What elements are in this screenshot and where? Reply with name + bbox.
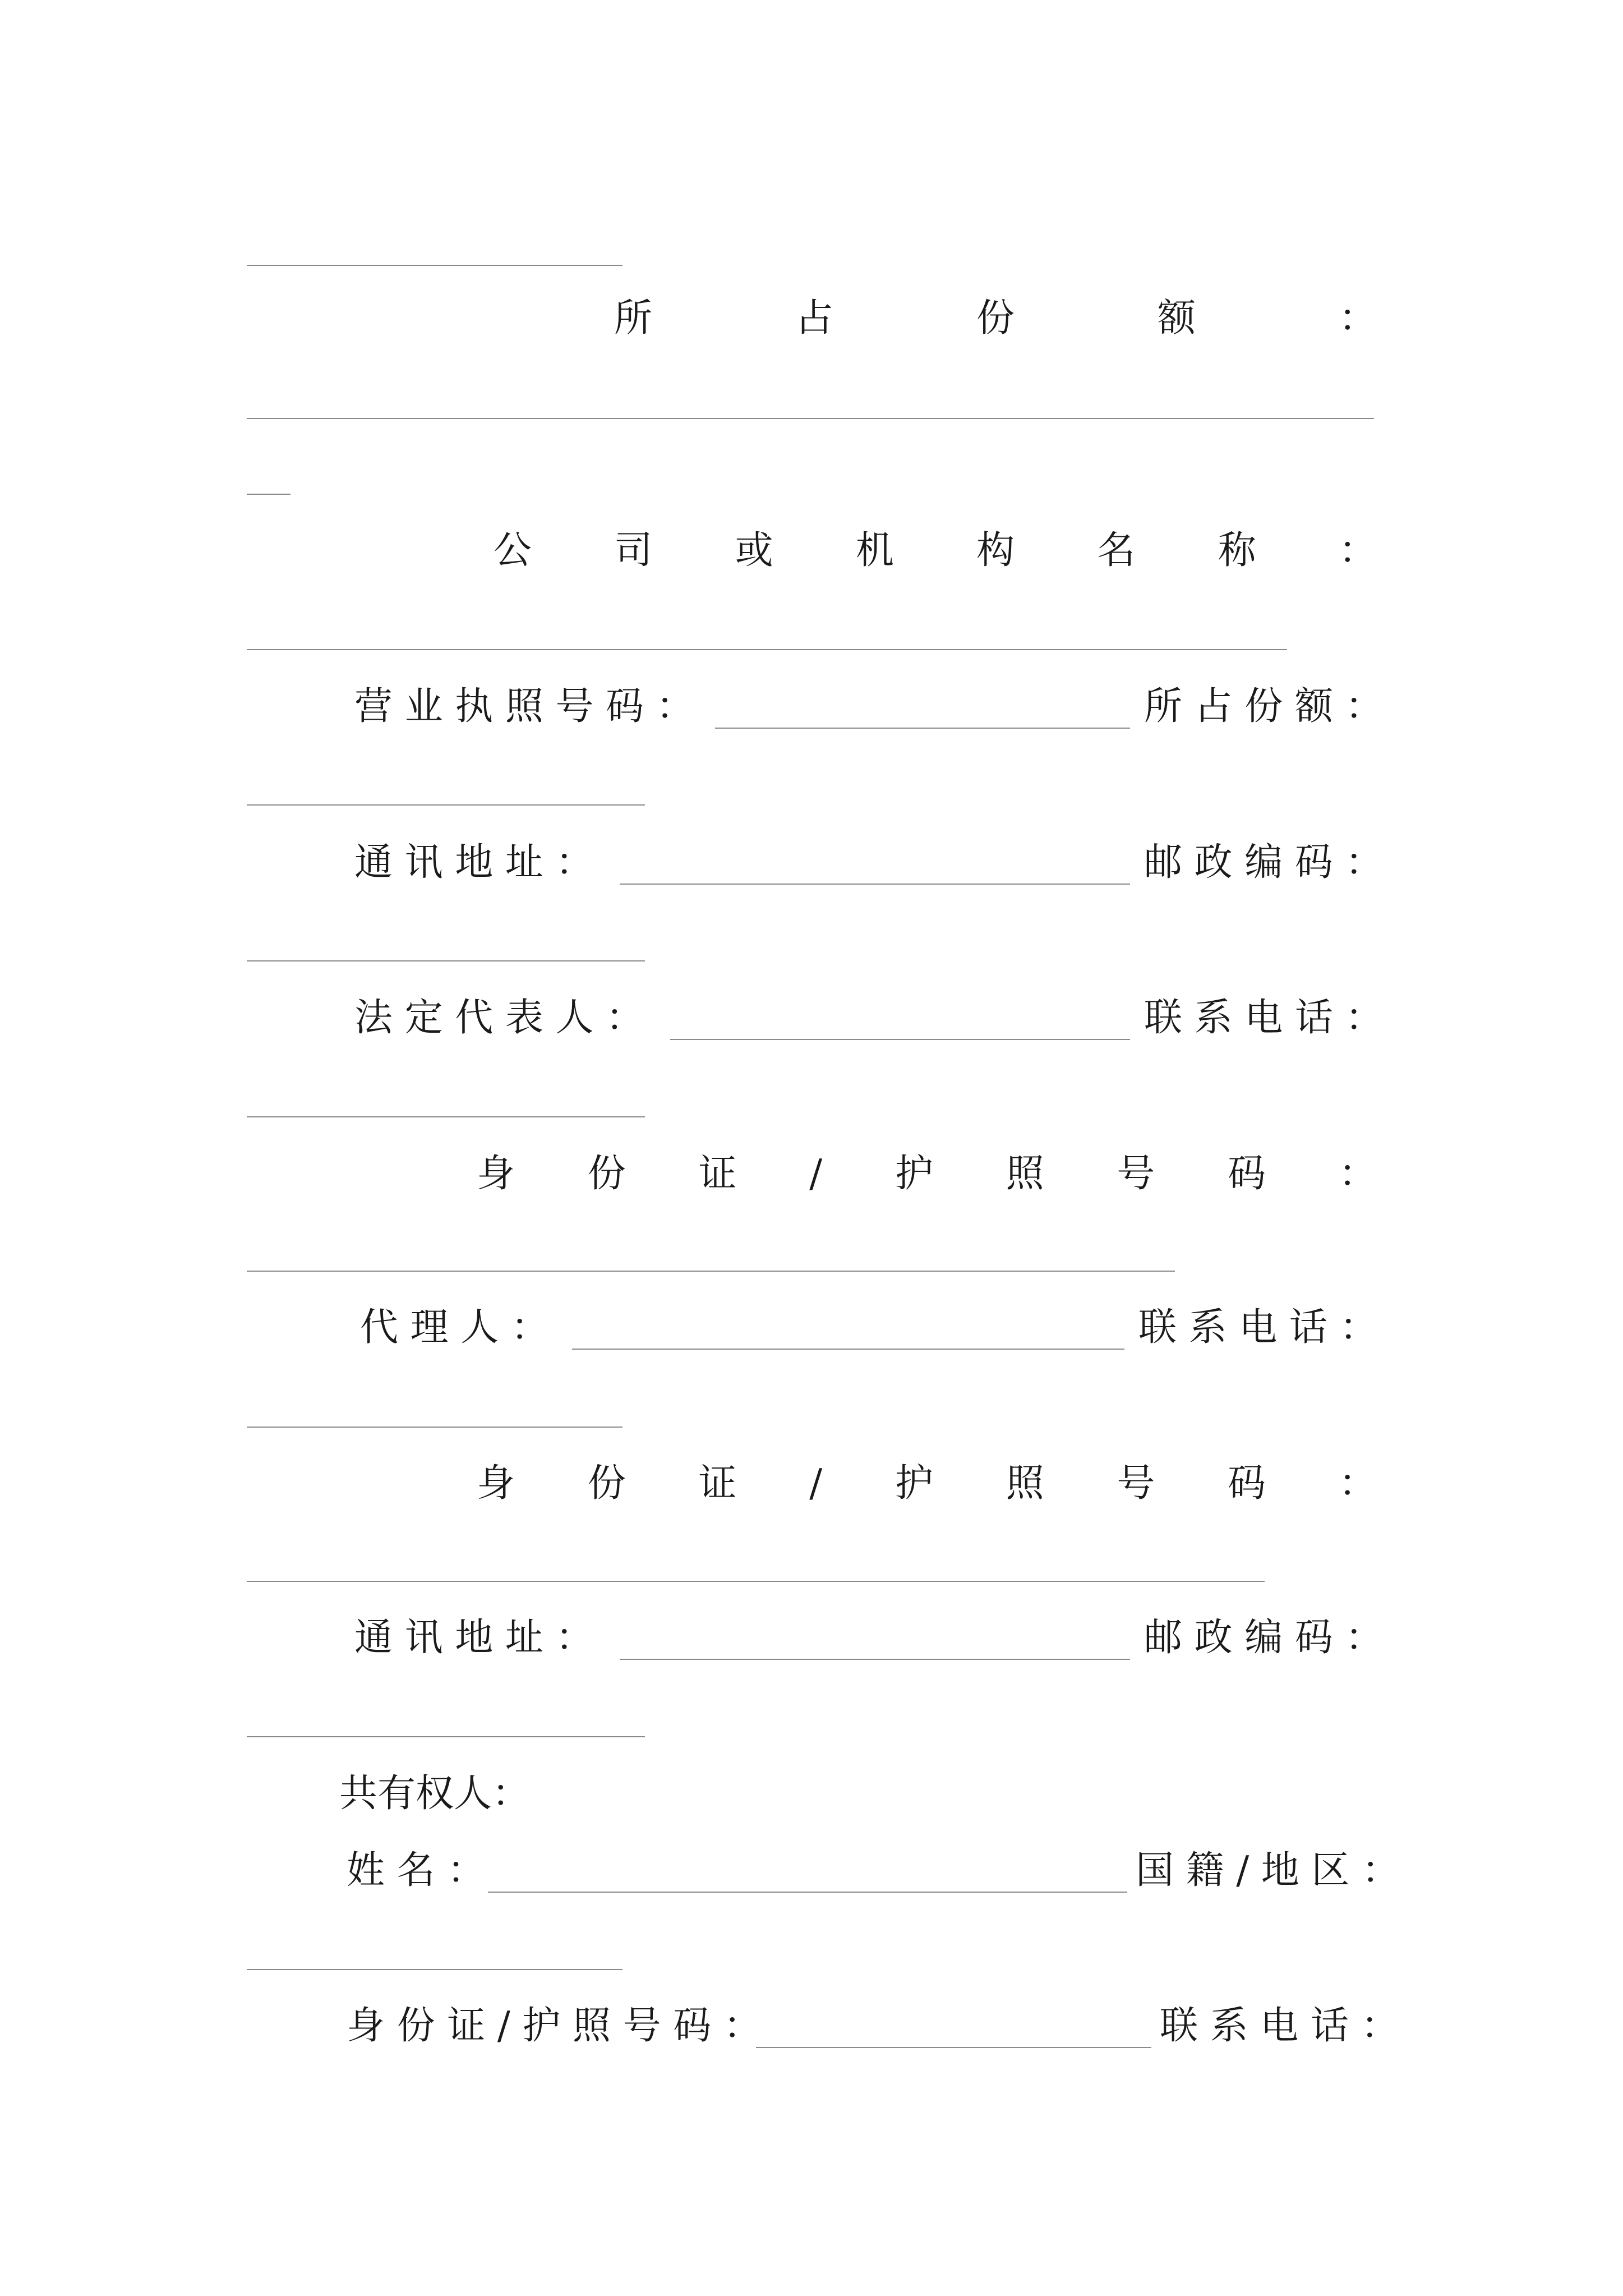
id-passport-char: 身 [477,1152,515,1196]
nationality-label: 国 籍 / 地 区 ： [1136,1848,1400,1893]
company-name-char: 名 [1097,528,1136,573]
agent-id-passport-char: 号 [1117,1461,1155,1506]
agent-id-passport-char: 照 [1006,1461,1044,1506]
postcode-blank[interactable] [247,960,645,961]
id-passport-label-justified [477,1152,1377,1197]
agent-id-passport-char: 码 [1228,1461,1266,1506]
postcode-label: 邮 政 编 码 ： [1144,840,1384,885]
share-blank-line[interactable] [247,418,1374,419]
share-char: 占 [795,296,833,341]
phone-blank[interactable] [247,1116,645,1117]
agent-id-passport-char: 份 [587,1461,626,1506]
id-passport-char: ： [1338,1152,1377,1196]
id-passport-char: / [809,1152,823,1196]
id-passport-char: 照 [1006,1152,1044,1196]
agent-id-passport-char: / [809,1461,823,1506]
agent-address-blank[interactable] [620,1659,1130,1660]
company-name-char: 公 [494,528,532,573]
id-passport-char: 护 [895,1152,933,1196]
blank-line-top[interactable] [247,265,623,266]
company-name-char: 机 [855,528,894,573]
agent-postcode-label: 邮 政 编 码 ： [1144,1616,1384,1660]
agent-id-passport-blank[interactable] [247,1581,1265,1582]
share-blank-line-cont[interactable] [247,494,291,495]
address-label: 通 讯 地 址 ： [354,840,594,885]
share-char: 所 [614,296,653,341]
agent-address-label: 通 讯 地 址 ： [354,1616,594,1660]
agent-blank[interactable] [572,1349,1124,1350]
id-passport-char: 码 [1228,1152,1266,1196]
company-name-char: 构 [976,528,1015,573]
share-label-justified [614,296,1377,341]
agent-id-passport-char: 护 [895,1461,933,1506]
agent-phone-blank[interactable] [247,1427,623,1428]
id-passport-char: 证 [698,1152,737,1196]
company-name-blank-line[interactable] [247,649,1287,650]
name-label: 姓 名 ： [347,1848,486,1893]
address-blank[interactable] [620,884,1130,885]
share-char: 份 [976,296,1015,341]
agent-label: 代 理 人 ： [360,1305,549,1350]
co-owner-id-passport-label: 身 份 证 / 护 照 号 码 ： [347,2004,762,2048]
business-license-label: 营 业 执 照 号 码 ： [354,684,694,729]
co-owner-phone-label: 联 系 电 话 ： [1160,2004,1399,2048]
legal-representative-blank[interactable] [670,1039,1130,1040]
co-owner-heading: 共有权人： [339,1772,531,1816]
share-char: 额 [1157,296,1196,341]
share-char: ： [1338,296,1377,341]
agent-id-passport-label-justified [477,1461,1377,1506]
agent-id-passport-char: ： [1338,1461,1377,1506]
co-owner-id-passport-blank[interactable] [756,2047,1151,2048]
id-passport-char: 号 [1117,1152,1155,1196]
company-name-char: 称 [1218,528,1256,573]
agent-postcode-blank[interactable] [247,1736,645,1737]
agent-id-passport-char: 证 [698,1461,737,1506]
business-license-blank[interactable] [715,728,1130,729]
share-label-inline: 所 占 份 额 ： [1144,684,1384,729]
id-passport-char: 份 [587,1152,626,1196]
agent-id-passport-char: 身 [477,1461,515,1506]
id-passport-blank[interactable] [247,1271,1175,1272]
company-name-label-justified [494,528,1377,573]
phone-label: 联 系 电 话 ： [1144,996,1384,1040]
company-name-char: 或 [735,528,773,573]
company-name-char: ： [1338,528,1377,573]
company-name-char: 司 [614,528,653,573]
agent-phone-label: 联 系 电 话 ： [1138,1305,1378,1350]
share-inline-blank[interactable] [247,804,645,806]
name-blank[interactable] [488,1892,1127,1893]
nationality-blank[interactable] [247,1969,623,1970]
legal-representative-label: 法 定 代 表 人 ： [354,996,644,1040]
